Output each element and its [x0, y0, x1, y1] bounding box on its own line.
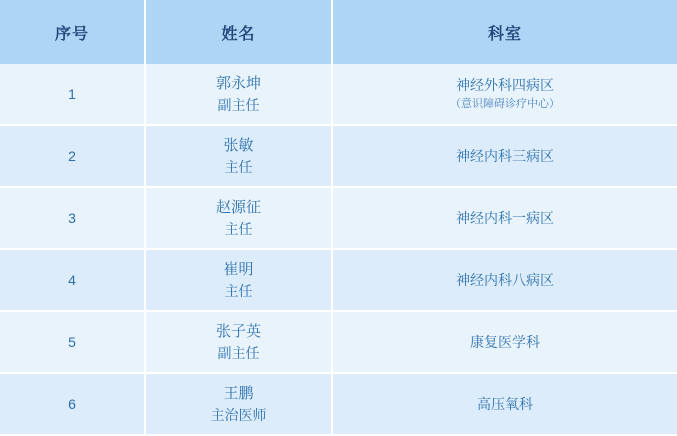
cell-name [145, 187, 332, 249]
person-name: 赵源征 [215, 198, 261, 216]
cell-name [145, 311, 332, 373]
cell-name [145, 249, 332, 311]
person-title: 主任 [224, 158, 253, 175]
cell-department [332, 125, 677, 187]
table-row [0, 249, 677, 311]
person-title: 主任 [224, 282, 253, 299]
person-name: 王鹏 [223, 384, 254, 402]
table-header-row [0, 0, 677, 64]
person-name: 郭永坤 [215, 74, 261, 92]
table-row [0, 187, 677, 249]
cell-name [145, 373, 332, 435]
cell-department [332, 64, 677, 125]
department-name: 神经内科八病区 [456, 271, 554, 288]
cell-index: 3 [0, 187, 145, 249]
department-name: 神经外科四病区 [456, 76, 554, 93]
person-name: 张子英 [215, 322, 261, 340]
table-row [0, 64, 677, 125]
cell-department [332, 373, 677, 435]
column-header-index: 序号 [0, 0, 145, 64]
person-title: 主治医师 [210, 406, 267, 423]
department-subtitle: （意识障碍诊疗中心） [450, 98, 560, 111]
person-name: 张敏 [223, 136, 254, 154]
person-title: 副主任 [217, 96, 260, 113]
person-title: 副主任 [217, 344, 260, 361]
department-name: 神经内科三病区 [456, 147, 554, 164]
table-row [0, 125, 677, 187]
table-body [0, 64, 677, 435]
cell-index: 2 [0, 125, 145, 187]
table-row [0, 373, 677, 435]
cell-index: 1 [0, 64, 145, 125]
column-header-department: 科室 [332, 0, 677, 64]
table-header [0, 0, 677, 64]
cell-index: 5 [0, 311, 145, 373]
cell-department [332, 249, 677, 311]
cell-department [332, 187, 677, 249]
department-name: 康复医学科 [470, 333, 540, 350]
department-name: 神经内科一病区 [456, 209, 554, 226]
person-title: 主任 [224, 220, 253, 237]
column-header-name: 姓名 [145, 0, 332, 64]
cell-department [332, 311, 677, 373]
cell-index: 6 [0, 373, 145, 435]
department-name: 高压氧科 [477, 395, 533, 412]
cell-name [145, 125, 332, 187]
cell-name [145, 64, 332, 125]
table-row [0, 311, 677, 373]
person-name: 崔明 [223, 260, 254, 278]
cell-index: 4 [0, 249, 145, 311]
